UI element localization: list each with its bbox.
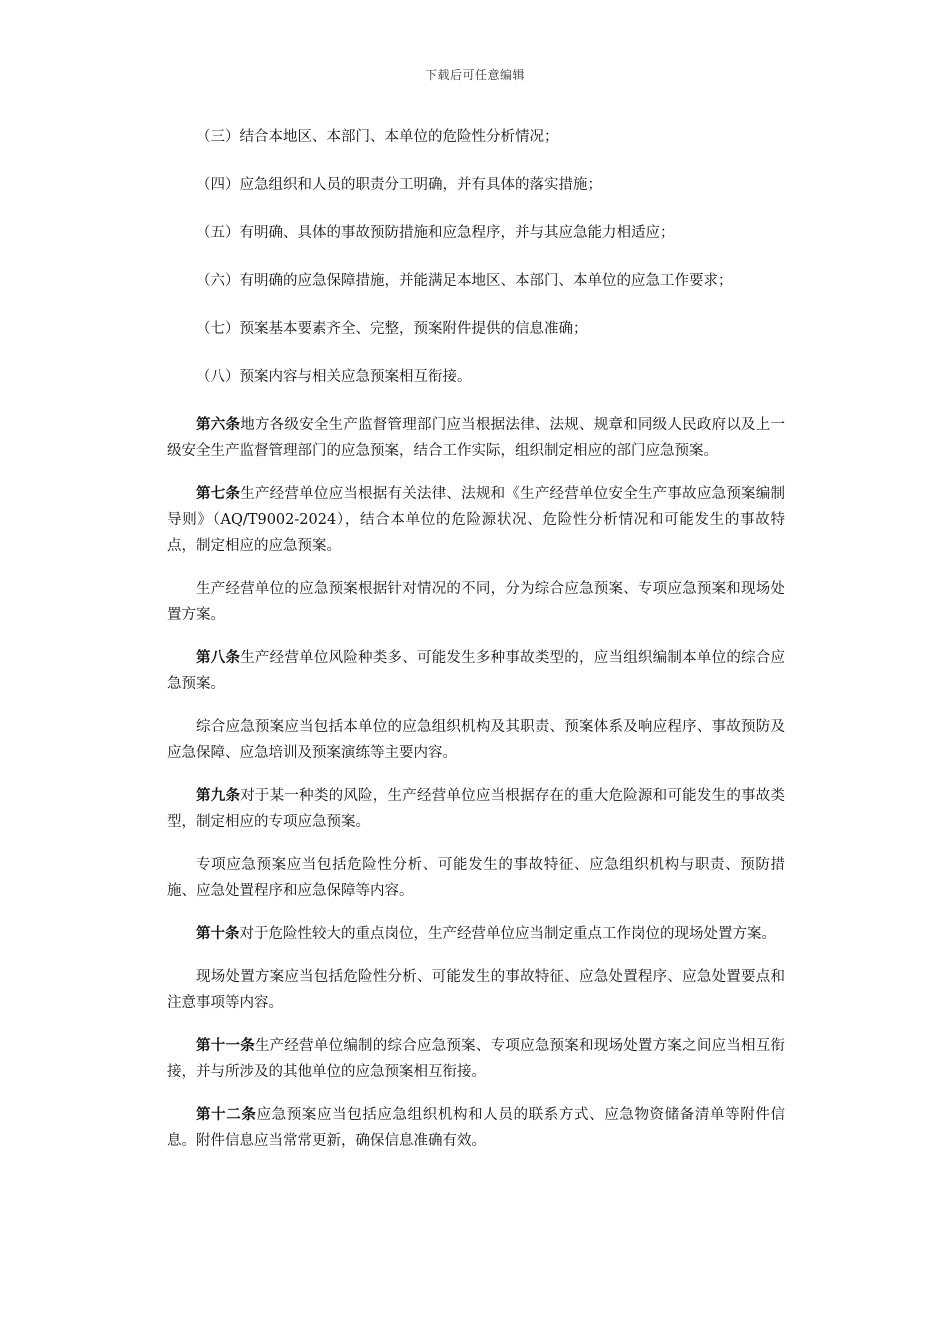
header-note: 下载后可任意编辑 bbox=[424, 68, 525, 82]
article-text: 对于危险性较大的重点岗位，生产经营单位应当制定重点工作岗位的现场处置方案。 bbox=[239, 926, 776, 942]
article-label: 第九条 bbox=[196, 787, 241, 804]
list-item: （六）有明确的应急保障措施，并能满足本地区、本部门、本单位的应急工作要求； bbox=[196, 273, 733, 289]
article-text: 生产经营单位风险种类多、可能发生多种事故类型的，应当组织编制本单位的综合应急预案。 bbox=[167, 650, 786, 692]
list-item: （八）预案内容与相关应急预案相互衔接。 bbox=[196, 369, 472, 385]
article-6 bbox=[167, 412, 785, 464]
article-label: 第六条 bbox=[196, 416, 241, 433]
article-9 bbox=[167, 783, 785, 835]
article-label: 第十一条 bbox=[196, 1037, 255, 1054]
article-11 bbox=[167, 1033, 785, 1085]
list-item: （七）预案基本要素齐全、完整，预案附件提供的信息准确； bbox=[196, 321, 588, 337]
article-10-follow: 现场处置方案应当包括危险性分析、可能发生的事故特征、应急处置程序、应急处置要点和注意事项等内容。 bbox=[167, 969, 785, 1011]
article-text: 应急预案应当包括应急组织机构和人员的联系方式、应急物资储备清单等附件信息。附件信息应当常常更新，确保信息准确有效。 bbox=[167, 1107, 786, 1149]
article-label: 第十二条 bbox=[196, 1106, 257, 1123]
article-label: 第十条 bbox=[196, 925, 240, 942]
list-item: （三）结合本地区、本部门、本单位的危险性分析情况； bbox=[196, 129, 559, 145]
article-12 bbox=[167, 1102, 785, 1154]
list-item: （五）有明确、具体的事故预防措施和应急程序，并与其应急能力相适应； bbox=[196, 225, 675, 241]
article-8 bbox=[167, 645, 785, 697]
article-7 bbox=[167, 481, 785, 559]
article-text: 生产经营单位编制的综合应急预案、专项应急预案和现场处置方案之间应当相互衔接，并与所涉及的其他单位的应急预案相互衔接。 bbox=[167, 1038, 786, 1080]
article-8-follow: 综合应急预案应当包括本单位的应急组织机构及其职责、预案体系及响应程序、事故预防及应急保障、应急培训及预案演练等主要内容。 bbox=[167, 719, 785, 761]
article-label: 第八条 bbox=[196, 649, 241, 666]
article-10 bbox=[167, 921, 785, 947]
article-label: 第七条 bbox=[196, 485, 241, 502]
article-text: 地方各级安全生产监督管理部门应当根据法律、法规、规章和同级人民政府以及上一级安全生产监督管理部门的应急预案，结合工作实际，组织制定相应的部门应急预案。 bbox=[167, 417, 786, 459]
document-body bbox=[167, 124, 785, 1171]
article-7-follow: 生产经营单位的应急预案根据针对情况的不同，分为综合应急预案、专项应急预案和现场处置方案。 bbox=[167, 581, 785, 623]
article-text: 对于某一种类的风险，生产经营单位应当根据存在的重大危险源和可能发生的事故类型，制定相应的专项应急预案。 bbox=[167, 788, 786, 830]
article-text: 生产经营单位应当根据有关法律、法规和《生产经营单位安全生产事故应急预案编制导则》（AQ/T9002-2024），结合本单位的危险源状况、危险性分析情况和可能发生的事故特点，制定相应的应急预案。 bbox=[167, 486, 786, 554]
list-item: （四）应急组织和人员的职责分工明确，并有具体的落实措施； bbox=[196, 177, 602, 193]
article-9-follow: 专项应急预案应当包括危险性分析、可能发生的事故特征、应急组织机构与职责、预防措施、应急处置程序和应急保障等内容。 bbox=[167, 857, 785, 899]
